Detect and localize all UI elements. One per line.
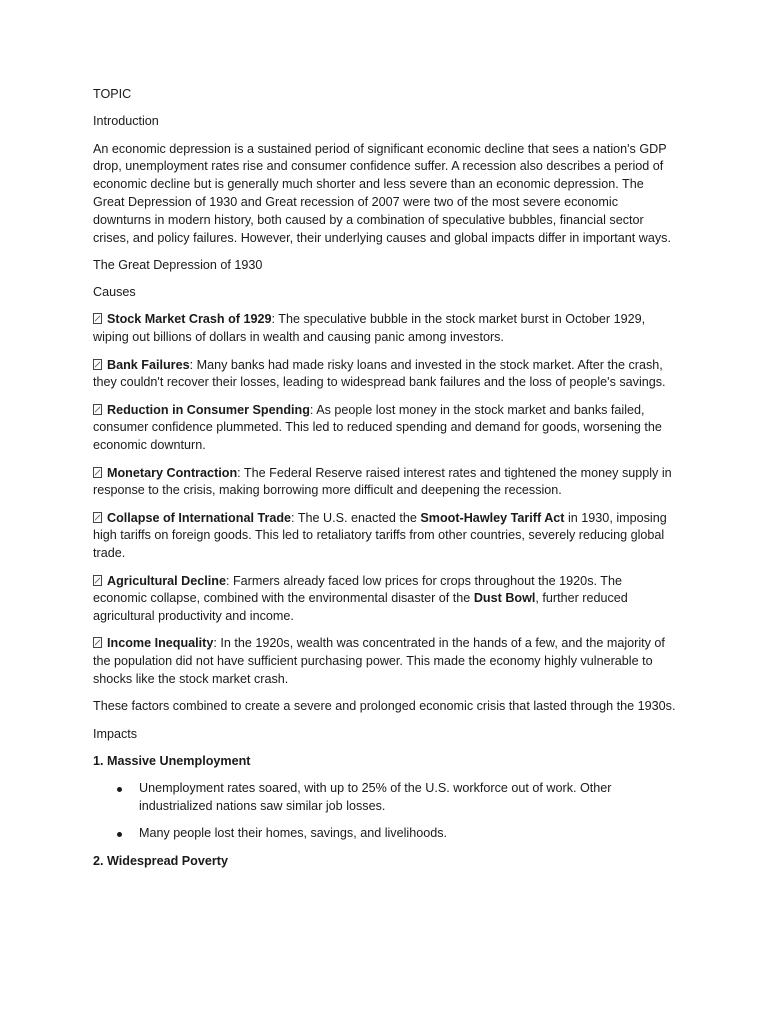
cause-title: Stock Market Crash of 1929 [107, 312, 272, 327]
cause-inline-emphasis: Smoot-Hawley Tariff Act [420, 510, 565, 525]
cause-text: : In the 1920s, wealth was concentrated in the hands of a few, and the majority of the population did not have sufficient purchasing power. This made the economy highly vulnerable to shocks like the stock market crash. [93, 636, 665, 687]
cause-item [93, 402, 677, 455]
cause-text: : As people lost money in the stock market and banks failed, consumer confidence plummeted. This led to reduced spending and demand for goods, worsening the economic downturn. [93, 402, 662, 453]
impacts-heading: Impacts [93, 726, 138, 741]
cause-title: Bank Failures [107, 357, 190, 372]
cause-item [93, 510, 677, 563]
cause-item [93, 635, 677, 688]
cause-item [93, 311, 677, 347]
introduction-paragraph: An economic depression is a sustained period of significant economic decline that sees a nation's GDP drop, unemployment rates rise and consumer confidence suffer. A recession also describes a period of economic decline but is generally much shorter and less severe than an economic depression. The Great Depression of 1930 and Great recession of 2007 were two of the most severe economic downturns in modern history, both caused by a combination of speculative bubbles, financial sector crises, and policy failures. However, their underlying causes and global impacts differ in important ways. [93, 141, 671, 245]
missing-glyph-icon [93, 404, 102, 415]
missing-glyph-icon [93, 359, 102, 370]
missing-glyph-icon [93, 637, 102, 648]
section-heading: The Great Depression of 1930 [93, 257, 263, 272]
document-page [93, 86, 677, 880]
cause-title: Reduction in Consumer Spending [107, 402, 310, 417]
missing-glyph-icon [93, 512, 102, 523]
cause-text: : The U.S. enacted the [291, 510, 421, 525]
cause-text: : Many banks had made risky loans and invested in the stock market. After the crash, they couldn't recover their losses, leading to widespread bank failures and the loss of people's savings. [93, 357, 666, 390]
missing-glyph-icon [93, 575, 102, 586]
cause-text: : Farmers already faced low prices for crops throughout the 1920s. The economic collapse, combined with the environmental disaster of the [93, 573, 622, 606]
impact-heading-text: 1. Massive Unemployment [93, 753, 251, 768]
bullet-item: Many people lost their homes, savings, and livelihoods. [139, 825, 677, 843]
cause-text: in 1930, imposing high tariffs on foreign goods. This led to retaliatory tariffs from other countries, severely reducing global trade. [93, 510, 667, 561]
cause-item [93, 573, 677, 626]
impact-heading-text: 2. Widespread Poverty [93, 853, 228, 868]
cause-text: : The Federal Reserve raised interest rates and tightened the money supply in response to the crisis, making borrowing more difficult and deepening the recession. [93, 465, 672, 498]
cause-text: : The speculative bubble in the stock market burst in October 1929, wiping out billions of dollars in wealth and causing panic among investors. [93, 312, 646, 345]
impact-bullet-list [93, 780, 677, 843]
cause-title: Collapse of International Trade [107, 510, 292, 525]
causes-summary: These factors combined to create a severe and prolonged economic crisis that lasted through the 1930s. [93, 699, 676, 714]
cause-item [93, 357, 677, 393]
missing-glyph-icon [93, 313, 102, 324]
introduction-heading: Introduction [93, 114, 159, 129]
missing-glyph-icon [93, 467, 102, 478]
causes-heading: Causes [93, 285, 136, 300]
cause-text: , further reduced agricultural productivity and income. [93, 591, 628, 624]
cause-item [93, 465, 677, 501]
cause-inline-emphasis: Dust Bowl [473, 591, 536, 606]
impact-heading [93, 853, 677, 871]
impact-heading [93, 753, 677, 771]
cause-title: Income Inequality [107, 636, 214, 651]
topic-label: TOPIC [93, 87, 132, 101]
cause-title: Agricultural Decline [107, 573, 226, 588]
cause-title: Monetary Contraction [107, 465, 238, 480]
bullet-item: Unemployment rates soared, with up to 25% of the U.S. workforce out of work. Other industrialized nations saw similar job losses. [139, 780, 677, 816]
